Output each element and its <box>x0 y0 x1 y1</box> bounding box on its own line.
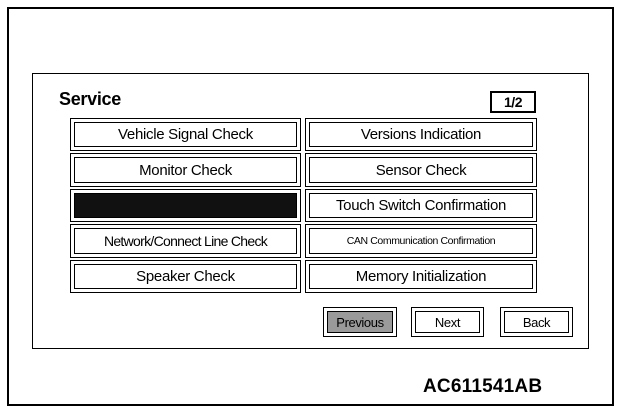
figure-code: AC611541AB <box>423 376 543 397</box>
menu-button-label: Vehicle Signal Check <box>74 122 297 147</box>
back-button-label: Back <box>504 311 569 333</box>
screen-title: Service <box>59 89 121 109</box>
network-connect-line-check-button[interactable] <box>70 224 301 258</box>
blank-menu-button <box>70 189 301 222</box>
menu-button-label: Touch Switch Confirmation <box>309 193 533 218</box>
next-button-label: Next <box>415 311 480 333</box>
page-indicator: 1/2 <box>490 91 536 113</box>
menu-button-label: Monitor Check <box>74 157 297 183</box>
menu-button-label: Versions Indication <box>309 122 533 147</box>
versions-indication-button[interactable] <box>305 118 537 151</box>
back-button[interactable] <box>500 307 573 337</box>
menu-button-label: Network/Connect Line Check <box>74 228 297 254</box>
blank-button-fill <box>74 193 297 218</box>
service-screen <box>32 73 589 349</box>
monitor-check-button[interactable] <box>70 153 301 187</box>
menu-button-label: Sensor Check <box>309 157 533 183</box>
next-button[interactable] <box>411 307 484 337</box>
vehicle-signal-check-button[interactable] <box>70 118 301 151</box>
menu-button-label: Memory Initialization <box>309 264 533 289</box>
previous-button-label: Previous <box>327 311 393 333</box>
can-communication-confirmation-button[interactable] <box>305 224 537 258</box>
memory-initialization-button[interactable] <box>305 260 537 293</box>
menu-button-label: Speaker Check <box>74 264 297 289</box>
speaker-check-button[interactable] <box>70 260 301 293</box>
touch-switch-confirmation-button[interactable] <box>305 189 537 222</box>
menu-button-label: CAN Communication Confirmation <box>309 228 533 254</box>
sensor-check-button[interactable] <box>305 153 537 187</box>
previous-button[interactable] <box>323 307 397 337</box>
